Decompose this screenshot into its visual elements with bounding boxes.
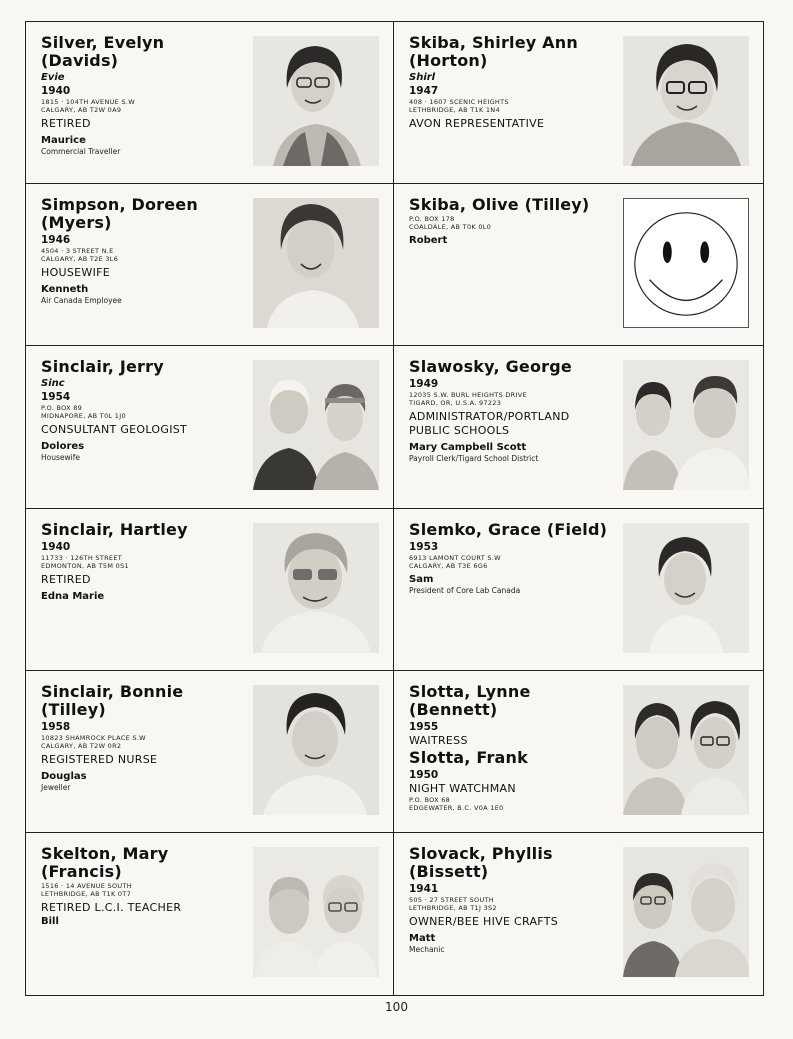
entry-slawosky-george [394, 346, 763, 508]
page-number: 100 [385, 1000, 408, 1014]
entry-second-year: 1950 [409, 768, 439, 781]
entry-address-line1: 4504 · 3 STREET N.E [41, 247, 114, 256]
entry-address-line2: CALGARY, AB T2W 0R2 [41, 741, 122, 750]
entry-year: 1949 [409, 378, 439, 391]
entry-spouse: Dolores [41, 441, 85, 453]
entry-spouse: Edna Marie [41, 590, 105, 602]
entry-occupation: OWNER/BEE HIVE CRAFTS [409, 914, 559, 928]
entry-spouse: Bill [41, 915, 59, 927]
entry-year: 1947 [409, 85, 439, 97]
entry-skelton-mary [26, 833, 394, 995]
entry-skiba-olive [394, 184, 763, 346]
entry-spouse: Maurice [41, 135, 86, 146]
entry-address-line1: 408 · 1607 SCENIC HEIGHTS [409, 98, 509, 106]
entry-spouse: Matt [409, 932, 436, 944]
entry-skiba-shirley [394, 22, 763, 184]
entry-year: 1953 [409, 540, 439, 553]
entry-occupation: CONSULTANT GEOLOGIST [41, 423, 188, 437]
entry-address-line1: 1516 · 14 AVENUE SOUTH [41, 881, 132, 890]
entry-name: Slovack, Phyllis (Bissett) [409, 843, 553, 881]
entry-year: 1958 [41, 720, 71, 733]
entry-year: 1946 [41, 234, 71, 247]
entry-second-name: Slotta, Frank [409, 747, 528, 767]
entry-name: Sinclair, Jerry [41, 357, 164, 377]
entry-spouse-occupation: Air Canada Employee [41, 296, 122, 306]
entry-name: Skelton, Mary (Francis) [41, 843, 169, 881]
entry-address-line2: LETHBRIDGE, AB T1K 0T7 [41, 889, 132, 898]
entry-name: Skiba, Olive (Tilley) [409, 195, 590, 215]
entry-occupation: HOUSEWIFE [41, 266, 111, 280]
entry-address-line1: P.O. BOX 89 [41, 404, 83, 413]
entry-sinclair-jerry [26, 346, 394, 508]
entry-second-occupation: NIGHT WATCHMAN [409, 781, 516, 795]
portrait-photo [253, 523, 379, 653]
entry-name: Simpson, Doreen (Myers) [41, 195, 198, 233]
entry-occupation: WAITRESS [409, 733, 468, 747]
entry-spouse-occupation: Mechanic [409, 944, 445, 954]
portrait-photo [253, 198, 379, 328]
entry-spouse-occupation: Commercial Traveller [41, 147, 121, 156]
entry-sinclair-hartley [26, 509, 394, 671]
entry-name: Slemko, Grace (Field) [409, 519, 608, 539]
entry-year: 1940 [41, 85, 71, 97]
entry-sinclair-bonnie [26, 671, 394, 833]
entry-slotta-lynne-frank [394, 671, 763, 833]
entry-address-line2: EDMONTON, AB T5M 0S1 [41, 561, 129, 570]
portrait-photo [253, 36, 379, 166]
couple-photo [253, 360, 379, 490]
entry-year: 1941 [409, 882, 439, 895]
entry-spouse-occupation: President of Core Lab Canada [409, 585, 521, 595]
entry-spouse-occupation: Jeweller [41, 782, 71, 792]
entry-address-line1: 11733 · 126TH STREET [41, 553, 123, 562]
entry-address-line2: TIGARD, OR, U.S.A. 97223 [409, 399, 502, 408]
entry-year: 1940 [41, 540, 71, 553]
entry-address-line2: MIDNAPORE, AB T0L 1J0 [41, 412, 126, 421]
portrait-photo [623, 523, 749, 653]
entry-spouse: Sam [409, 573, 434, 585]
entry-nickname: Sinc [41, 378, 65, 390]
entry-name: Slawosky, George [409, 357, 572, 377]
entry-address-line1: 6913 LAMONT COURT S.W [409, 553, 501, 562]
entry-address-line2: LETHBRIDGE, AB T1K 1N4 [409, 106, 500, 114]
entry-occupation: AVON REPRESENTATIVE [409, 117, 545, 130]
entry-year: 1955 [409, 720, 439, 733]
entry-address-line1: P.O. BOX 68 [409, 795, 451, 804]
entry-name: Slotta, Lynne (Bennett) [409, 681, 531, 719]
portrait-photo [623, 36, 749, 166]
entry-address-line2: EDGEWATER, B.C. V0A 1E0 [409, 803, 504, 812]
directory-grid [25, 21, 764, 996]
entry-name: Sinclair, Hartley [41, 519, 188, 539]
entry-name: Sinclair, Bonnie (Tilley) [41, 681, 184, 719]
entry-slemko-grace [394, 509, 763, 671]
entry-occupation: REGISTERED NURSE [41, 752, 158, 766]
entry-spouse: Kenneth [41, 284, 89, 296]
entry-name: Skiba, Shirley Ann (Horton) [409, 33, 578, 70]
portrait-photo [253, 685, 379, 815]
entry-simpson-doreen [26, 184, 394, 346]
entry-address-line2: CALGARY, AB T2W 0A9 [41, 106, 122, 114]
entry-spouse: Robert [409, 235, 448, 247]
entry-spouse-occupation: Payroll Clerk/Tigard School District [409, 454, 539, 464]
entry-address-line1: 12035 S.W. BURL HEIGHTS DRIVE [409, 391, 527, 400]
entry-year: 1954 [41, 391, 71, 404]
entry-occupation: RETIRED [41, 572, 91, 586]
couple-photo [623, 847, 749, 977]
entry-address-line2: COALDALE, AB T0K 0L0 [409, 223, 492, 232]
entry-address-line1: 505 · 27 STREET SOUTH [409, 895, 494, 904]
entry-address-line1: P.O. BOX 178 [409, 215, 455, 224]
entry-nickname: Shirl [409, 72, 436, 83]
entry-spouse: Mary Campbell Scott [409, 442, 527, 454]
entry-address-line2: CALGARY, AB T3E 6G6 [409, 561, 488, 570]
entry-occupation: ADMINISTRATOR/PORTLAND PUBLIC SCHOOLS [409, 410, 570, 438]
entry-name: Silver, Evelyn (Davids) [41, 33, 165, 70]
couple-photo [253, 847, 379, 977]
entry-address-line2: CALGARY, AB T2E 3L6 [41, 255, 119, 264]
entry-address-line1: 1815 · 104TH AVENUE S.W [41, 98, 135, 106]
entry-address-line2: LETHBRIDGE, AB T1J 3S2 [409, 903, 497, 912]
smiley-face-icon [623, 198, 749, 328]
entry-silver-evelyn [26, 22, 394, 184]
entry-nickname: Evie [41, 72, 65, 83]
entry-occupation: RETIRED L.C.I. TEACHER [41, 900, 182, 914]
couple-photo [623, 360, 749, 490]
entry-slovack-phyllis [394, 833, 763, 995]
entry-spouse-occupation: Housewife [41, 453, 80, 463]
couple-photo [623, 685, 749, 815]
entry-address-line1: 10823 SHAMROCK PLACE S.W [41, 733, 146, 742]
entry-spouse: Douglas [41, 770, 87, 782]
entry-occupation: RETIRED [41, 117, 91, 130]
